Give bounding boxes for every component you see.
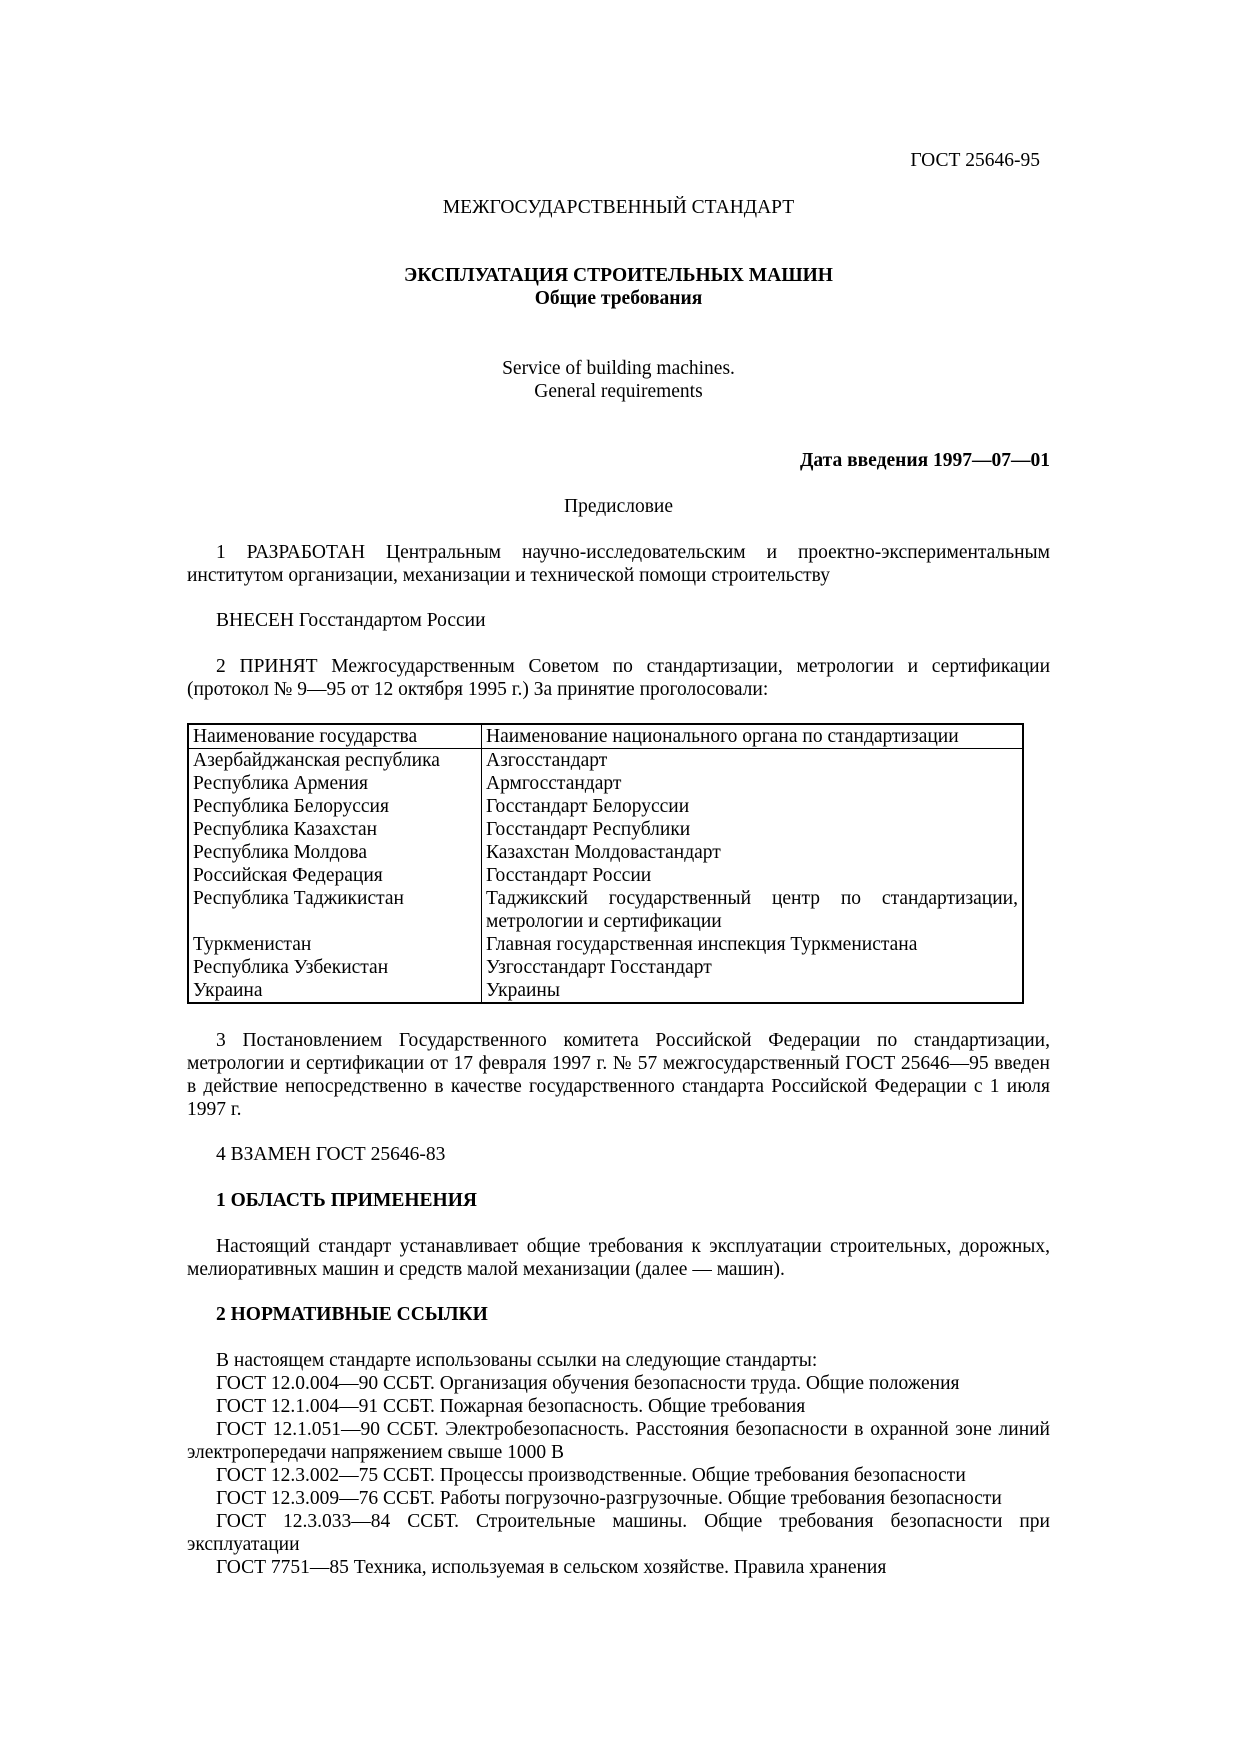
column-header-body: Наименование национального органа по стандартизации [482,724,1024,749]
voting-table-container [187,723,1050,1004]
state-cell: Туркменистан [188,933,482,956]
state-cell: Республика Армения [188,772,482,795]
table-row [188,772,1023,795]
reference-item: ГОСТ 7751—85 Техника, используемая в сельском хозяйстве. Правила хранения [216,1557,887,1578]
english-title-line-2: General requirements [534,381,703,402]
table-header-row [188,724,1023,749]
foreword-paragraph-introduced: ВНЕСЕН Госстандартом России [216,610,486,631]
table-row [188,818,1023,841]
voting-table [187,723,1024,1004]
state-cell: Республика Таджикистан [188,887,482,933]
body-cell: Госстандарт Республики [482,818,1024,841]
references-intro: В настоящем стандарте использованы ссылки на следующие стандарты: [216,1350,818,1371]
reference-item: ГОСТ 12.3.002—75 ССБТ. Процессы производственные. Общие требования безопасности [216,1465,966,1486]
foreword-paragraph-developed: 1 РАЗРАБОТАН Центральным научно-исследовательским и проектно-экспериментальным институтом организации, механизации и технической помощи строительству [187,542,1050,586]
state-cell: Республика Казахстан [188,818,482,841]
foreword-paragraph-replaces: 4 ВЗАМЕН ГОСТ 25646-83 [216,1144,446,1165]
table-row [188,841,1023,864]
standard-type: МЕЖГОСУДАРСТВЕННЫЙ СТАНДАРТ [442,197,795,218]
table-row [188,749,1023,773]
foreword-paragraph-enacted: 3 Постановлением Государственного комитета Российской Федерации по стандартизации, метрологии и сертификации от 17 февраля 1997 г. № 57 межгосударственный ГОСТ 25646—95 введен в действие непосредственно в качестве государственного стандарта Российской Федерации с 1 июля 1997 г. [187,1030,1050,1120]
state-cell: Республика Белоруссия [188,795,482,818]
table-row [188,887,1023,933]
reference-item: ГОСТ 12.1.051—90 ССБТ. Электробезопасность. Расстояния безопасности в охранной зоне линий электропередачи напряжением свыше 1000 В [187,1419,1050,1463]
column-header-state: Наименование государства [188,724,482,749]
table-row [188,933,1023,956]
reference-item: ГОСТ 12.3.009—76 ССБТ. Работы погрузочно-разгрузочные. Общие требования безопасности [216,1488,1002,1509]
table-row [188,864,1023,887]
references-list [187,1349,1050,1579]
reference-item: ГОСТ 12.3.033—84 ССБТ. Строительные машины. Общие требования безопасности при эксплуатации [187,1511,1050,1555]
body-cell: Азгосстандарт [482,749,1024,773]
body-cell: Армгосстандарт [482,772,1024,795]
body-cell: Главная государственная инспекция Туркменистана [482,933,1024,956]
body-cell: Украины [482,979,1024,1003]
body-cell: Узгосстандарт Госстандарт [482,956,1024,979]
foreword-heading: Предисловие [563,496,674,517]
body-cell: Казахстан Молдовастандарт [482,841,1024,864]
body-cell: Госстандарт Белоруссии [482,795,1024,818]
reference-item: ГОСТ 12.1.004—91 ССБТ. Пожарная безопасность. Общие требования [216,1396,806,1417]
section-2-heading: 2 НОРМАТИВНЫЕ ССЫЛКИ [216,1304,488,1325]
section-1-heading: 1 ОБЛАСТЬ ПРИМЕНЕНИЯ [216,1190,477,1211]
english-title-line-1: Service of building machines. [502,358,735,379]
reference-item: ГОСТ 12.0.004—90 ССБТ. Организация обучения безопасности труда. Общие положения [216,1373,960,1394]
state-cell: Республика Узбекистан [188,956,482,979]
document-title: ЭКСПЛУАТАЦИЯ СТРОИТЕЛЬНЫХ МАШИН [404,265,833,286]
state-cell: Российская Федерация [188,864,482,887]
state-cell: Украина [188,979,482,1003]
body-cell: Таджикский государственный центр по стандартизации, метрологии и сертификации [482,887,1024,933]
document-code: ГОСТ 25646-95 [910,150,1040,171]
table-row [188,979,1023,1003]
table-row [188,795,1023,818]
document-subtitle: Общие требования [534,288,703,309]
table-row [188,956,1023,979]
state-cell: Республика Молдова [188,841,482,864]
state-cell: Азербайджанская республика [188,749,482,773]
foreword-paragraph-adopted: 2 ПРИНЯТ Межгосударственным Советом по стандартизации, метрологии и сертификации (протокол № 9—95 от 12 октября 1995 г.) За принятие проголосовали: [187,656,1050,700]
introduction-date: Дата введения 1997—07—01 [800,450,1050,471]
section-1-text: Настоящий стандарт устанавливает общие требования к эксплуатации строительных, дорожных, мелиоративных машин и средств малой механизации (далее — машин). [187,1236,1050,1280]
body-cell: Госстандарт России [482,864,1024,887]
